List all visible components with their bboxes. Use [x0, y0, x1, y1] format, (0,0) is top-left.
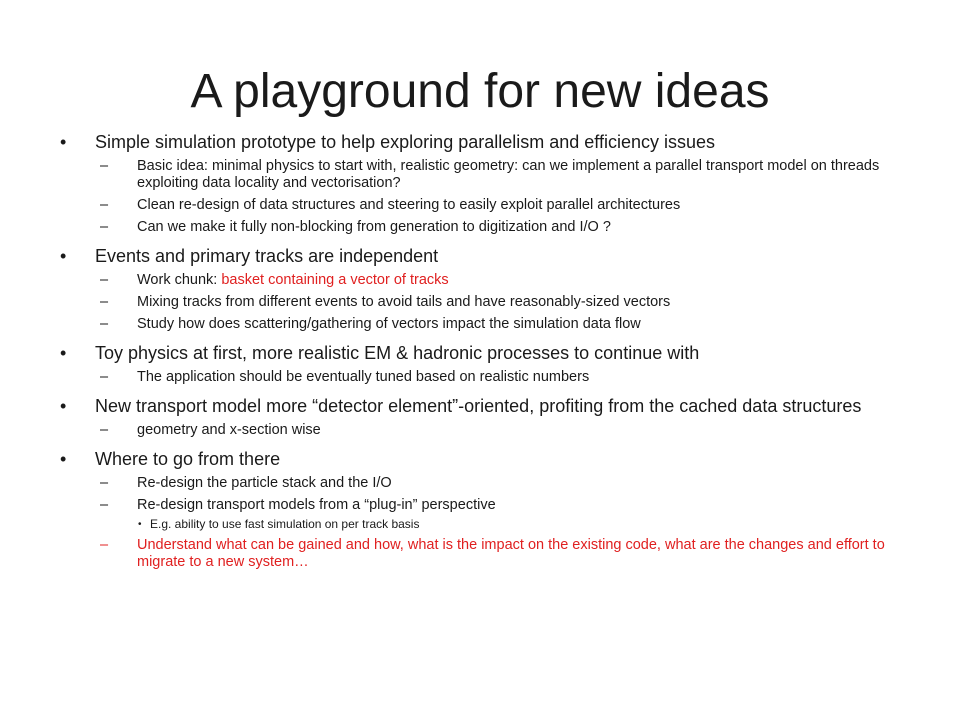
dash-marker: – [100, 475, 109, 491]
dash-marker: – [100, 537, 109, 553]
dash-marker: – [100, 197, 109, 213]
bullet-marker: • [60, 343, 67, 363]
dash-marker: – [100, 272, 109, 288]
sub-bullet-prefix: Work chunk: [137, 272, 222, 288]
sub-bullet-text: The application should be eventually tuned based on realistic numbers [137, 369, 590, 385]
dash-marker: – [100, 158, 109, 174]
dash-marker: – [100, 294, 109, 310]
sub-bullet [60, 475, 890, 492]
sub-bullet-text: Mixing tracks from different events to avoid tails and have reasonably-sized vectors [137, 294, 671, 310]
sub-bullet [60, 369, 890, 386]
sub-bullet [60, 497, 890, 514]
dash-marker: – [100, 316, 109, 332]
sub-bullet [60, 422, 890, 439]
bullet-text: New transport model more “detector element”-oriented, profiting from the cached data structures [95, 396, 862, 416]
sub-bullet-highlight: basket containing a vector of tracks [221, 272, 449, 288]
sub-bullet [60, 316, 890, 333]
bullet-3 [60, 342, 890, 364]
bullet-text: Simple simulation prototype to help exploring parallelism and efficiency issues [95, 132, 715, 152]
bullet-text: Events and primary tracks are independent [95, 246, 439, 266]
sub-bullet-text: Basic idea: minimal physics to start with, realistic geometry: can we implement a parallel transport model on threads exploiting data locality and vectorisation? [137, 158, 880, 191]
sub-bullet-text: Clean re-design of data structures and steering to easily exploit parallel architectures [137, 197, 681, 213]
bullet-2 [60, 245, 890, 267]
bullet-text: Where to go from there [95, 449, 281, 469]
sub-bullet [60, 294, 890, 311]
bullet-marker: • [138, 519, 142, 530]
bullet-4 [60, 395, 890, 417]
sub-bullet-text: Re-design the particle stack and the I/O [137, 475, 392, 491]
dash-marker: – [100, 497, 109, 513]
dash-marker: – [100, 369, 109, 385]
bullet-text: Toy physics at first, more realistic EM & hadronic processes to continue with [95, 343, 700, 363]
bullet-1 [60, 131, 890, 153]
bullet-marker: • [60, 449, 67, 469]
sub-bullet-text: Study how does scattering/gathering of vectors impact the simulation data flow [137, 316, 641, 332]
bullet-marker: • [60, 396, 67, 416]
sub-bullet [60, 272, 890, 289]
sub-bullet [60, 197, 890, 214]
bullet-marker: • [60, 132, 67, 152]
sub-sub-bullet [60, 517, 890, 532]
bullet-5 [60, 448, 890, 470]
sub-sub-bullet-text: E.g. ability to use fast simulation on per track basis [150, 517, 420, 531]
sub-bullet-text: Understand what can be gained and how, what is the impact on the existing code, what are the changes and effort to migrate to a new system… [137, 537, 885, 570]
bullet-marker: • [60, 246, 67, 266]
sub-bullet [60, 537, 890, 571]
sub-bullet-text: Re-design transport models from a “plug-in” perspective [137, 497, 496, 513]
sub-bullet [60, 219, 890, 236]
dash-marker: – [100, 422, 109, 438]
slide-body [60, 131, 890, 571]
slide-title: A playground for new ideas [190, 65, 770, 118]
sub-bullet-text: Can we make it fully non-blocking from generation to digitization and I/O ? [137, 219, 611, 235]
sub-bullet-text: geometry and x-section wise [137, 422, 321, 438]
dash-marker: – [100, 219, 109, 235]
sub-bullet [60, 158, 890, 192]
